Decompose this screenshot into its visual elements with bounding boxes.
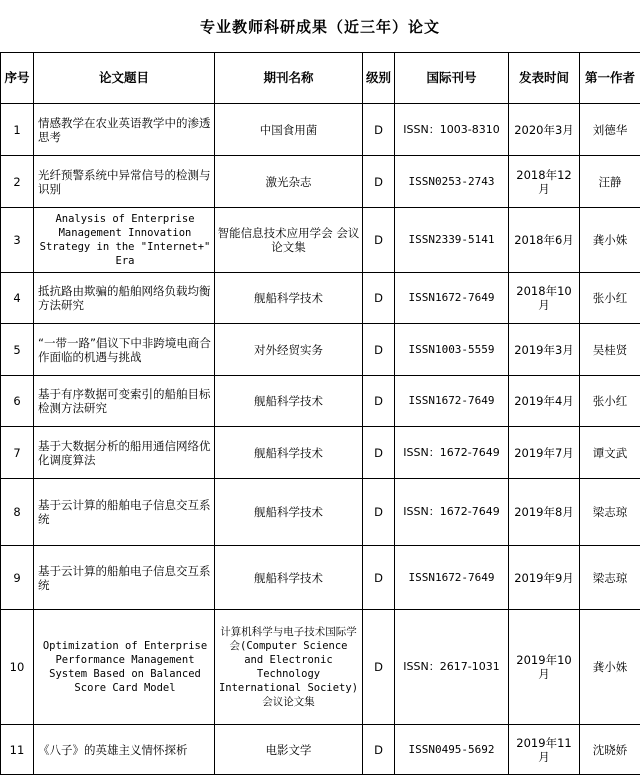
cell-author: 刘德华 [580,104,640,156]
table-row [1,273,640,324]
cell-level: D [363,156,395,208]
cell-author: 张小红 [580,376,640,427]
cell-paper: 基于云计算的船舶电子信息交互系统 [34,479,215,546]
cell-no: 11 [1,725,34,775]
cell-date: 2019年9月 [509,546,580,610]
cell-journal: 智能信息技术应用学会 会议论文集 [215,208,363,273]
cell-no: 3 [1,208,34,273]
cell-date: 2019年10月 [509,610,580,725]
cell-date: 2020年3月 [509,104,580,156]
header-no: 序号 [1,53,34,104]
cell-paper: 基于云计算的船舶电子信息交互系统 [34,546,215,610]
cell-issn: ISSN：2617-1031 [395,610,509,725]
cell-level: D [363,376,395,427]
cell-no: 9 [1,546,34,610]
cell-issn: ISSN：1672-7649 [395,479,509,546]
cell-level: D [363,324,395,376]
table-row [1,376,640,427]
cell-paper: “一带一路”倡议下中非跨境电商合作面临的机遇与挑战 [34,324,215,376]
cell-date: 2019年4月 [509,376,580,427]
cell-level: D [363,104,395,156]
cell-issn: ISSN1003-5559 [395,324,509,376]
cell-no: 7 [1,427,34,479]
table-row [1,725,640,775]
cell-no: 8 [1,479,34,546]
cell-date: 2019年8月 [509,479,580,546]
cell-issn: ISSN1672-7649 [395,546,509,610]
cell-level: D [363,427,395,479]
cell-issn: ISSN：1672-7649 [395,427,509,479]
cell-paper: 抵抗路由欺骗的船舶网络负载均衡方法研究 [34,273,215,324]
table-row [1,546,640,610]
cell-paper: Analysis of Enterprise Management Innovation Strategy in the "Internet+" Era [34,208,215,273]
table-row [1,324,640,376]
cell-paper: 基于有序数据可变索引的船舶目标检测方法研究 [34,376,215,427]
cell-journal: 舰船科学技术 [215,546,363,610]
cell-issn: ISSN2339-5141 [395,208,509,273]
header-journal: 期刊名称 [215,53,363,104]
header-level: 级别 [363,53,395,104]
cell-author: 龚小姝 [580,610,640,725]
header-issn: 国际刊号 [395,53,509,104]
cell-date: 2019年3月 [509,324,580,376]
cell-date: 2018年6月 [509,208,580,273]
cell-level: D [363,208,395,273]
cell-author: 龚小姝 [580,208,640,273]
cell-issn: ISSN0495-5692 [395,725,509,775]
cell-level: D [363,546,395,610]
cell-journal: 舰船科学技术 [215,427,363,479]
cell-issn: ISSN1672-7649 [395,376,509,427]
cell-journal: 对外经贸实务 [215,324,363,376]
cell-journal: 激光杂志 [215,156,363,208]
cell-author: 梁志琼 [580,546,640,610]
cell-no: 1 [1,104,34,156]
cell-paper: 情感教学在农业英语教学中的渗透思考 [34,104,215,156]
cell-author: 汪静 [580,156,640,208]
cell-level: D [363,273,395,324]
table-row [1,156,640,208]
table-row [1,479,640,546]
cell-no: 2 [1,156,34,208]
table-row [1,610,640,725]
cell-date: 2019年7月 [509,427,580,479]
cell-level: D [363,479,395,546]
cell-journal: 计算机科学与电子技术国际学会(Computer Science and Electronic Technology International Society)会议论文集 [215,610,363,725]
cell-paper: Optimization of Enterprise Performance Management System Based on Balanced Score Card Model [34,610,215,725]
cell-level: D [363,725,395,775]
cell-issn: ISSN：1003-8310 [395,104,509,156]
cell-date: 2019年11月 [509,725,580,775]
header-row [1,53,640,104]
cell-no: 4 [1,273,34,324]
cell-journal: 中国食用菌 [215,104,363,156]
cell-level: D [363,610,395,725]
papers-table [0,52,640,775]
cell-paper: 基于大数据分析的船用通信网络优化调度算法 [34,427,215,479]
cell-author: 沈晓娇 [580,725,640,775]
cell-issn: ISSN1672-7649 [395,273,509,324]
page-title: 专业教师科研成果（近三年）论文 [0,0,640,52]
cell-paper: 《八子》的英雄主义情怀探析 [34,725,215,775]
cell-no: 10 [1,610,34,725]
cell-journal: 电影文学 [215,725,363,775]
table-row [1,427,640,479]
cell-journal: 舰船科学技术 [215,273,363,324]
cell-author: 梁志琼 [580,479,640,546]
cell-journal: 舰船科学技术 [215,376,363,427]
table-row [1,208,640,273]
cell-author: 张小红 [580,273,640,324]
cell-author: 吴桂贤 [580,324,640,376]
cell-date: 2018年12月 [509,156,580,208]
header-date: 发表时间 [509,53,580,104]
cell-no: 5 [1,324,34,376]
cell-issn: ISSN0253-2743 [395,156,509,208]
cell-journal: 舰船科学技术 [215,479,363,546]
cell-author: 谭文武 [580,427,640,479]
header-paper-title: 论文题目 [34,53,215,104]
header-author: 第一作者 [580,53,640,104]
cell-date: 2018年10月 [509,273,580,324]
cell-paper: 光纤预警系统中异常信号的检测与识别 [34,156,215,208]
cell-no: 6 [1,376,34,427]
table-row [1,104,640,156]
